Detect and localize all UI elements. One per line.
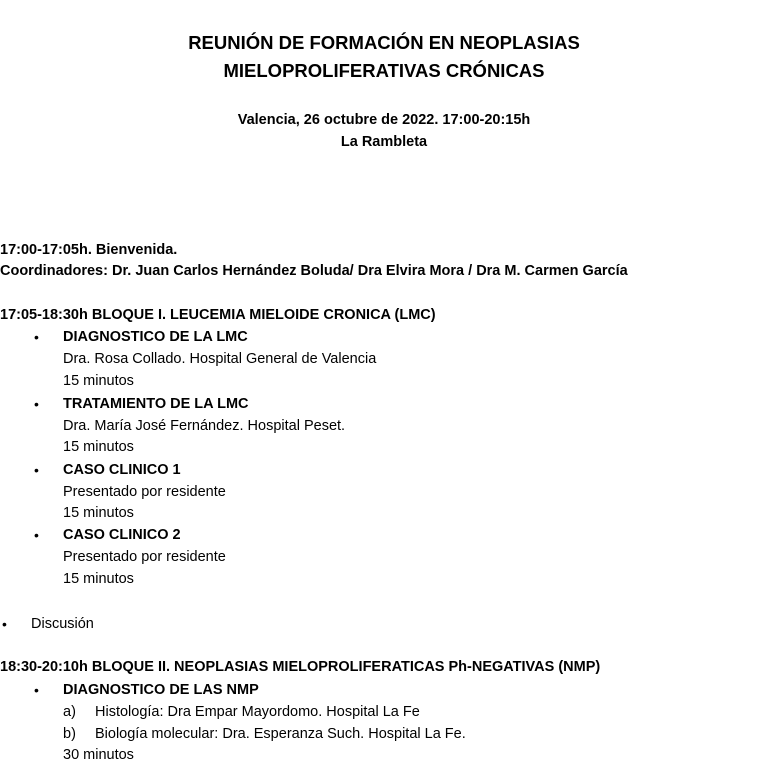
document-title-line-1: REUNIÓN DE FORMACIÓN EN NEOPLASIAS	[188, 32, 580, 53]
session-title: DIAGNOSTICO DE LAS NMP	[63, 682, 259, 698]
session-duration: 15 minutos	[63, 505, 134, 521]
subitem-text: Histología: Dra Empar Mayordomo. Hospital La Fe	[95, 704, 420, 720]
event-date-time: Valencia, 26 octubre de 2022. 17:00-20:15h	[237, 112, 531, 128]
coordinators-line: Coordinadores: Dr. Juan Carlos Hernández Boluda/ Dra Elvira Mora / Dra M. Carmen García	[0, 263, 628, 279]
welcome-heading: 17:00-17:05h. Bienvenida.	[0, 242, 178, 258]
event-venue: La Rambleta	[340, 134, 428, 150]
bullet-icon: •	[34, 462, 39, 478]
bullet-icon: •	[34, 396, 39, 412]
session-duration: 15 minutos	[63, 571, 134, 587]
session-duration: 15 minutos	[63, 439, 134, 455]
session-title: TRATAMIENTO DE LA LMC	[63, 396, 249, 412]
session-duration: 15 minutos	[63, 373, 134, 389]
session-speaker: Presentado por residente	[63, 484, 226, 500]
block-2-heading: 18:30-20:10h BLOQUE II. NEOPLASIAS MIELOPROLIFERATICAS Ph-NEGATIVAS (NMP)	[0, 659, 601, 675]
bullet-icon: •	[34, 682, 39, 698]
session-title: DIAGNOSTICO DE LA LMC	[63, 329, 248, 345]
session-speaker: Dra. María José Fernández. Hospital Peset.	[63, 418, 346, 434]
session-duration: 30 minutos	[63, 747, 134, 763]
session-title: CASO CLINICO 1	[63, 462, 181, 478]
document-title-line-2: MIELOPROLIFERATIVAS CRÓNICAS	[223, 60, 545, 81]
bullet-icon: •	[34, 329, 39, 345]
session-title: CASO CLINICO 2	[63, 527, 181, 543]
subitem-text: Biología molecular: Dra. Esperanza Such. Hospital La Fe.	[95, 726, 466, 742]
subitem-marker: a)	[63, 704, 76, 720]
subitem-marker: b)	[63, 726, 76, 742]
bullet-icon: •	[34, 527, 39, 543]
block-1-heading: 17:05-18:30h BLOQUE I. LEUCEMIA MIELOIDE CRONICA (LMC)	[0, 307, 436, 323]
bullet-icon: •	[2, 616, 7, 632]
session-speaker: Presentado por residente	[63, 549, 226, 565]
discussion-item: Discusión	[31, 616, 94, 632]
session-speaker: Dra. Rosa Collado. Hospital General de Valencia	[63, 351, 377, 367]
